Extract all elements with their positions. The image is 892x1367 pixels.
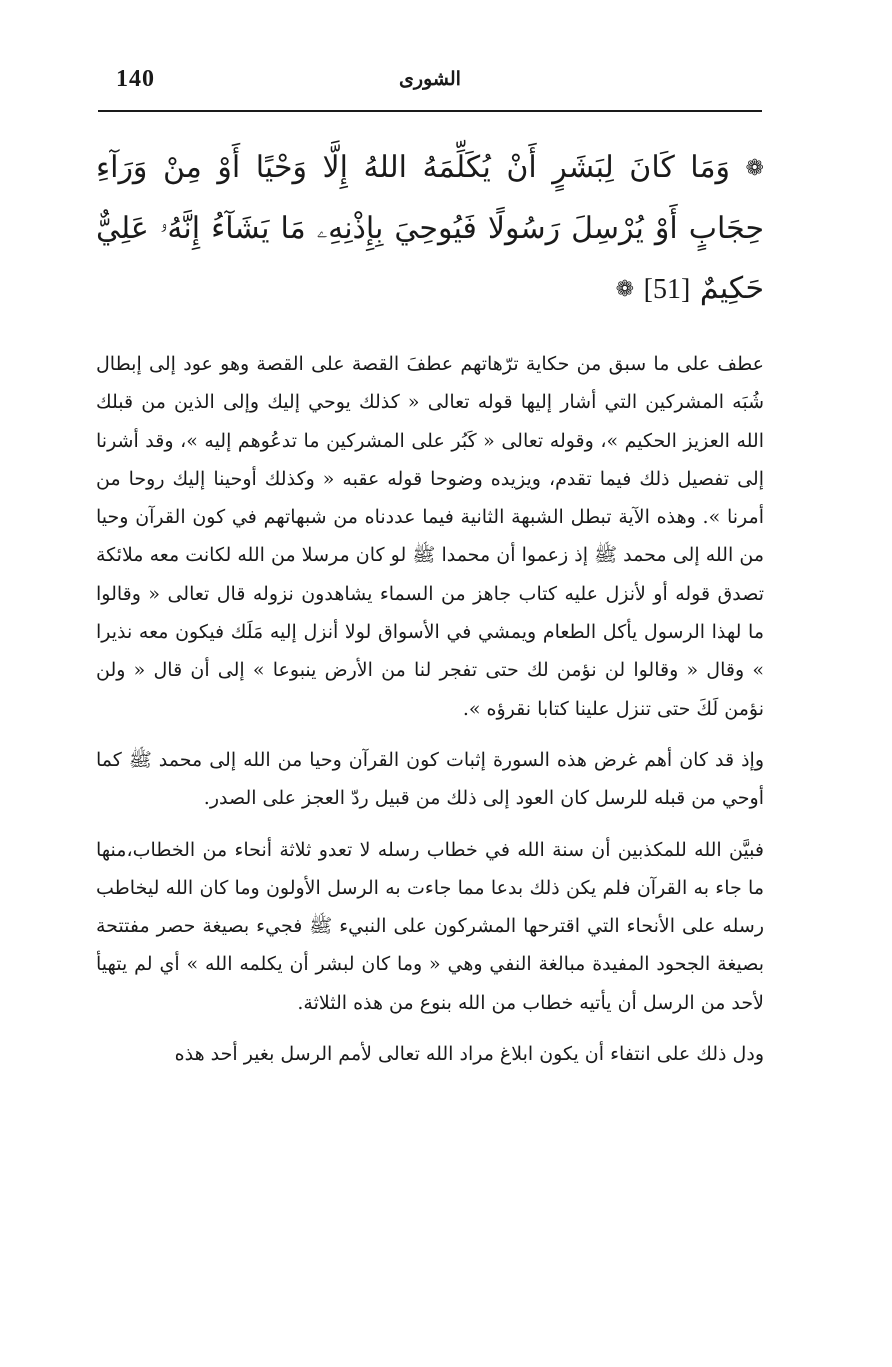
page-number: 140 [116,66,155,92]
paragraph: وإذ قد كان أهم غرض هذه السورة إثبات كون القرآن وحيا من الله إلى محمد ﷺ كما أوحي من قبله للرسل كان العود إلى ذلك من قبيل ردّ العجز على الصدر. [96,748,764,810]
paragraph: فبيَّن الله للمكذبين أن سنة الله في خطاب رسله لا تعدو ثلاثة أنحاء من الخطاب،منها ما جاء به القرآن فلم يكن ذلك بدعا مما جاءت به الرسل الأولون وما كان الله ليخاطب رسله على الأنحاء التي اقترحها المشركون على النبيء ﷺ فجيء بصيغة حصر مفتتحة بصيغة الجحود المفيدة مبالغة النفي وهي « وما كان لبشر أن يكلمه الله » أي لم يتهيأ لأحد من الرسل أن يأتيه خطاب من الله بنوع من هذه الثلاثة. [96,838,764,1014]
surah-title: الشورى [399,68,461,90]
verse-text: وَمَا كَانَ لِبَشَرٍ أَنْ يُكَلِّمَهُ اللهُ إِلَّا وَحْيًا أَوْ مِنْ وَرَآءِ حِجَابٍ أَوْ يُرْسِلَ رَسُولًا فَيُوحِيَ بِإِذْنِهِۦ مَا يَشَآءُ إِنَّهُۥ عَلِيٌّ حَكِيمٌ [96,150,764,306]
page-header [98,60,762,112]
verse-number: [51] [643,274,691,305]
paragraph: ودل ذلك على انتفاء أن يكون ابلاغ مراد الله تعالى لأمم الرسل بغير أحد هذه [174,1043,764,1066]
commentary-body [96,345,764,1086]
verse-close-ornament: ❁ [615,277,635,302]
paragraph: عطف على ما سبق من حكاية ترّهاتهم عطفَ القصة على القصة وهو عود إلى إبطال شُبَه المشركين التي أشار إليها قوله تعالى « كذلك يوحي إليك وإلى الذين من قبلك الله العزيز الحكيم »، وقوله تعالى « كَبُر على المشركين ما تدعُوهم إليه »، وقد أشرنا إلى تفصيل ذلك فيما تقدم، ويزيده وضوحا قوله عقبه « وكذلك أوحينا إليك روحا من أمرنا ». وهذه الآية تبطل الشبهة الثانية فيما عددناه من شبهاتهم في كون القرآن وحيا من الله إلى محمد ﷺ إذ زعموا أن محمدا ﷺ لو كان مرسلا من الله لكانت معه ملائكة تصدق قوله أو لأنزل عليه كتاب جاهز من السماء يشاهدون نزوله قال تعالى « وقالوا ما لهذا الرسول يأكل الطعام ويمشي في الأسواق لولا أنزل إليه مَلَك فيكون معه نذيرا » وقال « وقالوا لن نؤمن لك حتى تفجر لنا من الأرض ينبوعا » إلى أن قال « ولن نؤمن لَكَ حتى تنزل علينا كتابا نقرؤه ». [96,353,764,720]
verse-open-ornament: ❁ [745,156,764,181]
quran-verse [96,138,764,320]
